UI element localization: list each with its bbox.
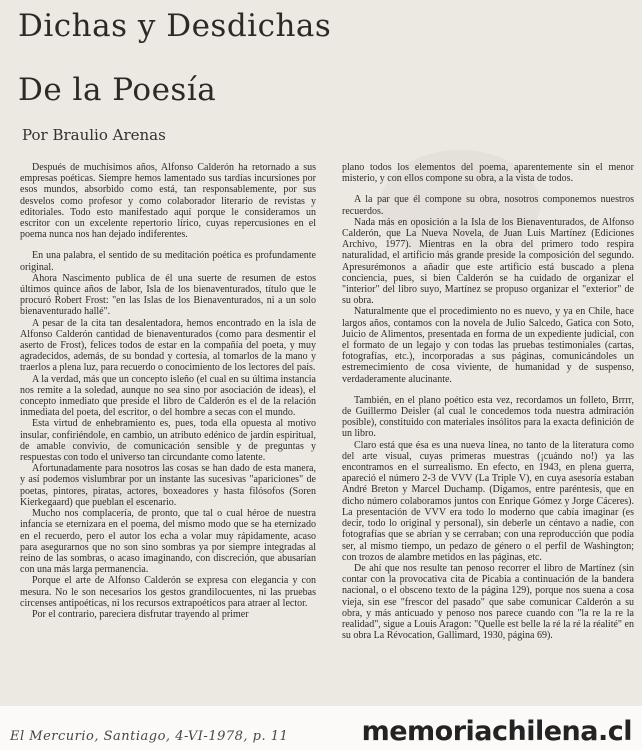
watermark-bar [0, 706, 642, 750]
paragraph: Nada más en oposición a la Isla de los Bienaventurados, de Alfonso Calderón, que La Nueva Novela, de Juan Luis Martínez (Ediciones Archivo, 1977). Mientras en la obra del primero todo respira naturalidad, el artificio más grande preside la composición del segundo. Apresurémonos a añadir que este artificio está buscado a plena conciencia, pues, si bien Calderón se ha cuidado de organizar el "interior" del libro suyo, Martínez se propuso organizar el "exterior" de su obra. [342, 216, 634, 307]
paragraph: También, en el plano poético esta vez, recordamos un folleto, Brrrr, de Guillermo Deisler (al cual le concedemos toda nuestra admiración posible), constituido con materiales insólitos para la exacta definición de un libro. [342, 394, 634, 440]
paragraph: Porque el arte de Alfonso Calderón se expresa con elegancia y con mesura. No le son necesarios los gestos grandilocuentes, ni las pruebas circenses antipoéticas, ni los recursos extrapoéticos para atraer al lector. [20, 575, 316, 609]
paragraph: Esta virtud de enhebramiento es, pues, toda ella opuesta al motivo insular, confiriéndole, en cambio, un atributo edénico de jardín espiritual, de amable convivio, de comunicación sensible y de preguntas y respuestas con todo el universo tan circundante como latente. [20, 418, 316, 464]
paragraph: Mucho nos complacería, de pronto, que tal o cual héroe de nuestra infancia se eternizara en el poema, del mismo modo que se ha eternizado en el recuerdo, pero el autor los echa a volar muy rápidamente, acaso para asegurarnos que no son sino sombras ya por siempre integradas al reino de las sombras, o acaso imaginando, con discreción, que abusarían con una más larga permanencia. [20, 508, 316, 576]
paragraph: plano todos los elementos del poema, aparentemente sin el menor misterio, y con ellos compone su obra, a la vista de todos. [342, 162, 634, 185]
article-title-line-1: Dichas y Desdichas [18, 8, 332, 44]
paragraph: Por el contrario, pareciera disfrutar trayendo al primer [32, 608, 249, 620]
paragraph: Afortunadamente para nosotros las cosas se han dado de esta manera, y así podemos vislumbrar por un instante las sucesivas "apariciones" de poetas, pintores, piratas, actores, boxeadores y hasta filósofos (Soren Kierkegaard) que pueblan el escenario. [20, 463, 316, 508]
paragraph: Ahora Nascimento publica de él una suerte de resumen de estos últimos quince años de labor, Isla de los bienaventurados, título que le procuró Robert Frost: "en las Islas de los Bienaventurados, ni a un solo bienaventurado hallé". [20, 272, 316, 318]
paragraph: Después de muchísimos años, Alfonso Calderón ha retornado a sus empresas poéticas. Siempre hemos lamentado sus tardías incursiones por esos mundos, absorbido como está, tan responsablemente, por sus desvelos como profesor y como colaborador literario de revistas y editoriales. Todo esto manifestado aquí porque le consideramos un escritor con un excelente repertorio lírico, cuyas repercusiones en el poema nunca nos han dejado indiferentes. [20, 162, 316, 241]
paragraph: De ahí que nos resulte tan penoso recorrer el libro de Martínez (sin contar con la provocativa cita de Picabia a continuación de la bandera nacional, o el obsceno texto de la página 129), porque nos suena a cosa vieja, sin ese "frescor del pasado" que sabe comunicar Calderón a su obra, y más anticuado y penoso nos parece cuando con "la re la re la realidad", sigue a Louis Aragon: "Quelle est belle la ré la ré la réalité" en su obra La Révocation, Gallimard, 1930, página 69). [342, 562, 634, 642]
paragraph: A la verdad, más que un concepto isleño (el cual en su última instancia nos remite a la soledad, aunque no sea sino por asociación de ideas), el concepto inmediato que preside el libro de Calderón es el de la relación inmediata del poeta, del escritor, o del hombre a secas con el mundo. [20, 373, 316, 419]
right-text-column [342, 162, 634, 707]
paragraph: Naturalmente que el procedimiento no es nuevo, y ya en Chile, hace largos años, contamos con la novela de Julio Salcedo, Gatica con Soto, Juicio de Alimentos, presentada en forma de un expediente judicial, con el formato de un legajo y con todas las pruebas testimoniales (cartas, fotografías, etc.), incorporadas a sus páginas, comunicándoles un estremecimiento de cosa viviente, de humanidad y de suspenso, verdaderamente alucinante. [342, 306, 634, 385]
handwritten-source-note: El Mercurio, Santiago, 4-VI-1978, p. 11 [10, 729, 289, 744]
paragraph: A pesar de la cita tan desalentadora, hemos encontrado en la isla de Alfonso Calderón cantidad de bienaventurados (como para desmentir el aserto de Frost), felices todos de estar en la compañía del poeta, y muy agradecidos, además, de su bondad y cortesía, al tomarlos de la mano y traerlos a plena luz, para recuerdo o conocimiento de los lectores del país. [20, 317, 316, 374]
left-text-column [20, 162, 316, 707]
paragraph: Claro está que ésa es una nueva línea, no tanto de la literatura como del arte visual, cuyas primeras muestras (¡cuándo no!) ya las encontramos en el surrealismo. En efecto, en 1943, en plena guerra, apareció el número 2-3 de VVV (La Triple V), en cuya asesoría estaban André Breton y Marcel Duchamp. (Digamos, entre paréntesis, que en dicho número colaboramos juntos con Enrique Gómez y Jorge Cáceres). La presentación de VVV era todo lo moderno que cabía imaginar (es decir, todo lo original y personal), sin deberle un céntavo a nadie, con fotografías que se abrían y se cerraban; con una reproducción que podía ser, al mismo tiempo, un pedazo de género o el perfil de Washington; con trozos de alambre metidos en las páginas, etc. [342, 439, 634, 563]
watermark-text: memoriachilena.cl [361, 716, 632, 747]
article-title-line-2: De la Poesía [18, 72, 217, 108]
article-byline: Por Braulio Arenas [22, 126, 166, 144]
paragraph: A la par que él compone su obra, nosotros componemos nuestros recuerdos. [342, 194, 634, 217]
paragraph: En una palabra, el sentido de su meditación poética es profundamente original. [20, 250, 316, 273]
